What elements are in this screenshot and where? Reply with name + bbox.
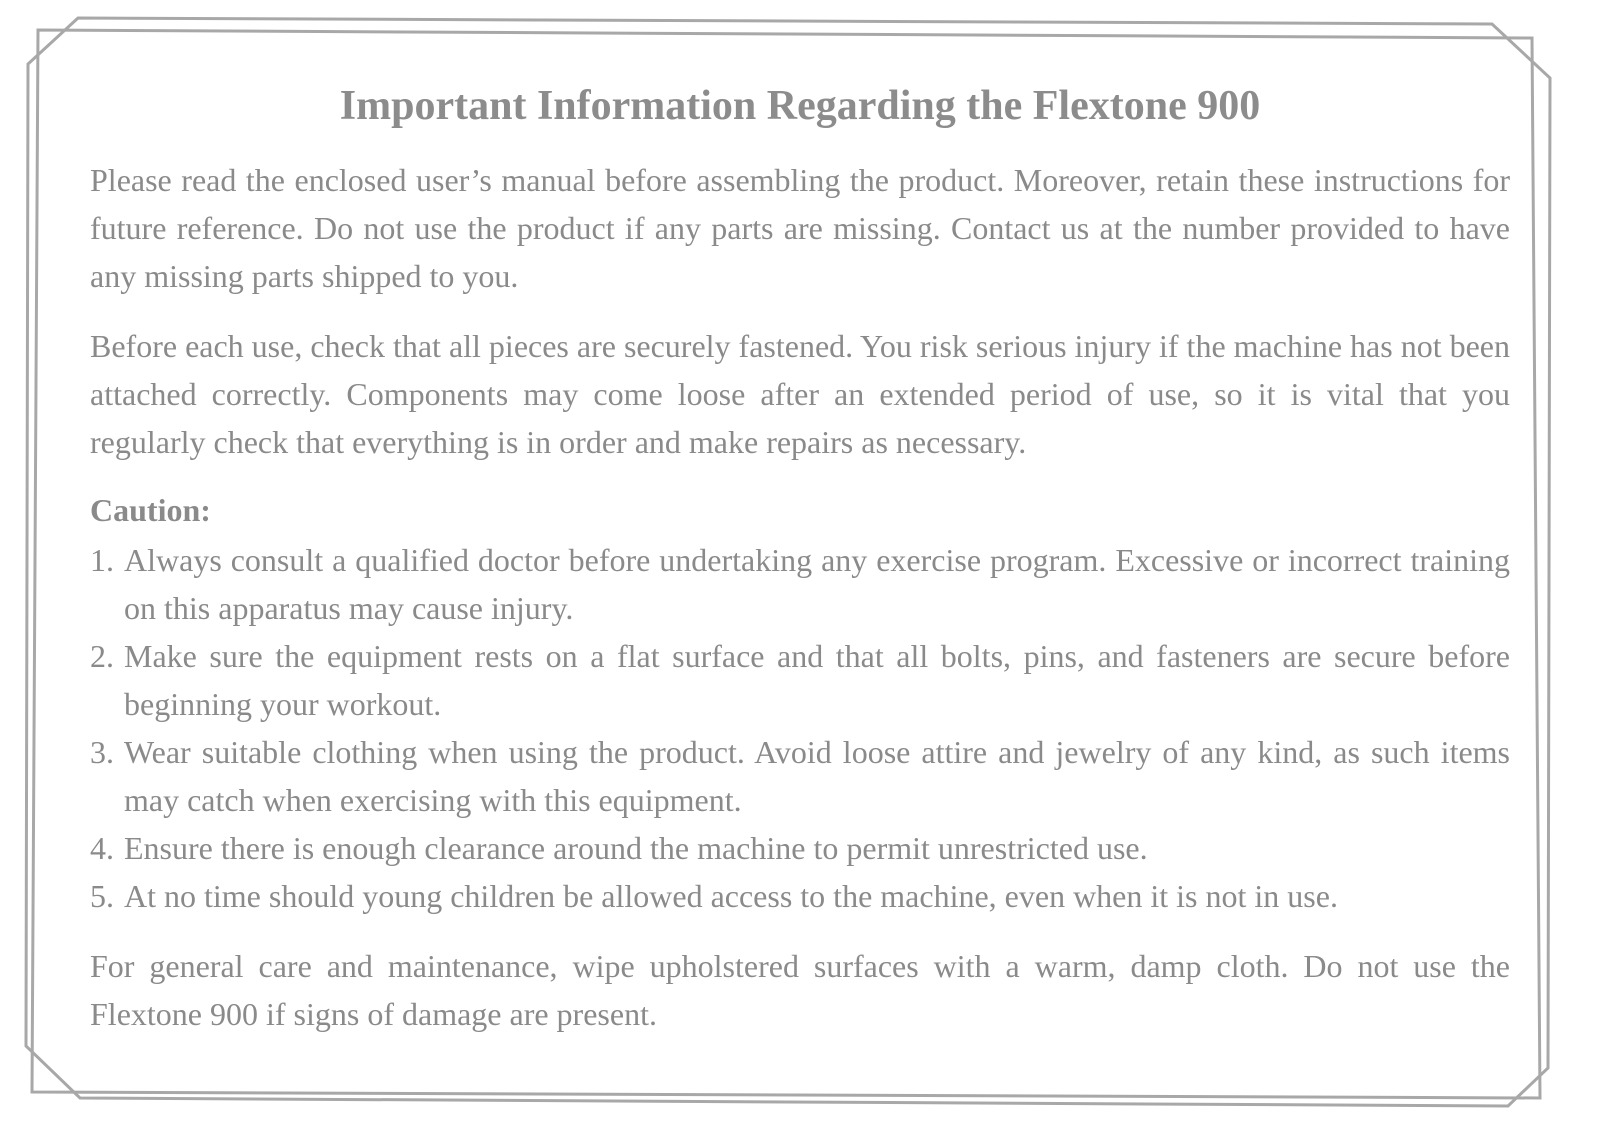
caution-item-text: At no time should young children be allowed access to the machine, even when it is not in use. <box>124 878 1338 914</box>
document-title: Important Information Regarding the Flextone 900 <box>339 83 1261 129</box>
caution-item <box>90 632 1510 728</box>
caution-item <box>90 872 1510 920</box>
caution-item-text: Always consult a qualified doctor before undertaking any exercise program. Excessive or incorrect training on this apparatus may cause injury. <box>124 542 1510 626</box>
caution-item-number: 2. <box>90 638 114 674</box>
caution-item <box>90 728 1510 824</box>
care-paragraph: For general care and maintenance, wipe upholstered surfaces with a warm, damp cloth. Do not use the Flextone 900 if signs of damage are present. <box>90 948 1510 1032</box>
caution-heading: Caution: <box>90 492 211 528</box>
caution-item <box>90 536 1510 632</box>
caution-item-text: Ensure there is enough clearance around the machine to permit unrestricted use. <box>124 830 1148 866</box>
notice-document <box>90 78 1510 1060</box>
caution-item-number: 5. <box>90 878 114 914</box>
caution-list <box>90 536 1510 920</box>
caution-item-number: 1. <box>90 542 114 578</box>
caution-item <box>90 824 1510 872</box>
intro-paragraph: Please read the enclosed user’s manual before assembling the product. Moreover, retain these instructions for future reference. Do not use the product if any parts are missing. Contact us at the number provided to have any missing parts shipped to you. <box>90 162 1510 294</box>
safety-check-paragraph: Before each use, check that all pieces are securely fastened. You risk serious injury if the machine has not been attached correctly. Components may come loose after an extended period of use, so it is vital that you regularly check that everything is in order and make repairs as necessary. <box>90 328 1510 460</box>
caution-item-number: 4. <box>90 830 114 866</box>
caution-item-text: Wear suitable clothing when using the product. Avoid loose attire and jewelry of any kind, as such items may catch when exercising with this equipment. <box>124 734 1510 818</box>
caution-item-text: Make sure the equipment rests on a flat surface and that all bolts, pins, and fasteners are secure before beginning your workout. <box>124 638 1510 722</box>
caution-item-number: 3. <box>90 734 114 770</box>
